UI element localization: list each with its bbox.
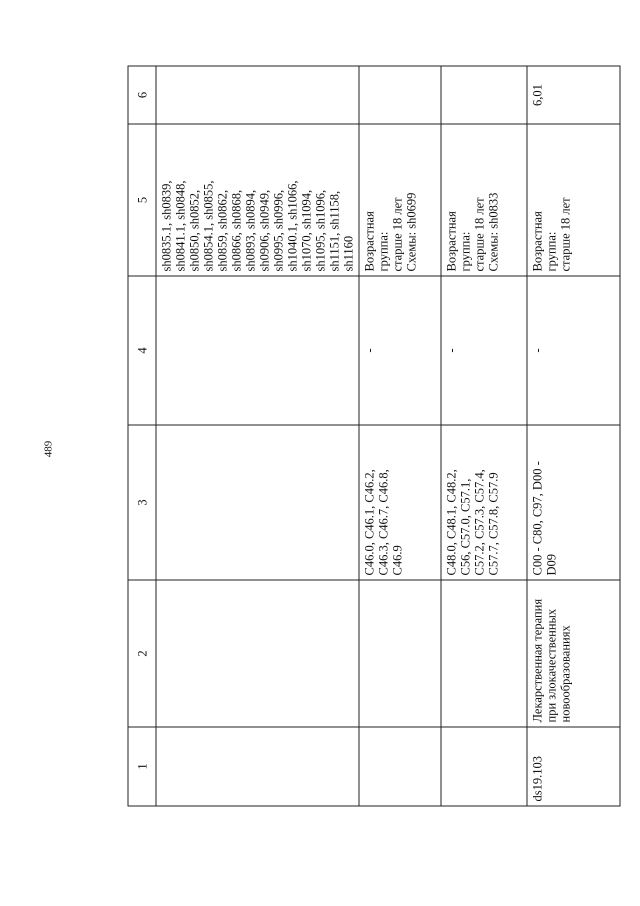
name-cell [156,580,359,727]
table-row [441,66,527,806]
header-cell: 6 [128,66,156,124]
rotated-table-container [128,66,573,806]
coef-cell: 6,01 [527,66,620,124]
name-cell: Лекарственная терапия при злокачественных новообразованиях [527,580,620,727]
code-cell [441,727,527,806]
code-cell [156,727,359,806]
table-row [156,66,359,806]
page-number: 489 [42,440,55,458]
header-cell: 3 [128,425,156,580]
code-cell: ds19.103 [527,727,620,806]
name-cell [441,580,527,727]
tariff-table [128,65,621,806]
col4-cell: - [359,276,441,425]
header-cell: 2 [128,580,156,727]
icd-cell: C00 - C80, C97, D00 - D09 [527,425,620,580]
criteria-cell: Возрастная группа: старше 18 лет Схемы: sh0699 [359,124,441,276]
criteria-cell: Возрастная группа: старше 18 лет Схемы: sh0833 [441,124,527,276]
coef-cell [359,66,441,124]
code-cell [359,727,441,806]
icd-cell [156,425,359,580]
coef-cell [156,66,359,124]
header-cell: 1 [128,727,156,806]
col4-cell: - [527,276,620,425]
icd-cell: C48.0, C48.1, C48.2, C56, C57.0, C57.1, C57.2, C57.3, C57.4, C57.7, C57.8, C57.9 [441,425,527,580]
icd-cell: C46.0, C46.1, C46.2, C46.3, C46.7, C46.8, C46.9 [359,425,441,580]
header-row [128,66,156,806]
criteria-cell: Возрастная группа: старше 18 лет [527,124,620,276]
coef-cell [441,66,527,124]
col4-cell [156,276,359,425]
col4-cell: - [441,276,527,425]
table-row [527,66,620,806]
criteria-cell: sh0835.1, sh0839, sh0841.1, sh0848, sh0850, sh0852, sh0854.1, sh0855, sh0859, sh0862, sh0866, sh0868, sh0893, sh0894, sh0906, sh0949, sh0995, sh0996, sh1040.1, sh1066, sh1070, sh1094, sh1095, sh1096, sh1151, sh1158, sh1160 [156,124,359,276]
table-row [359,66,441,806]
header-cell: 5 [128,124,156,276]
name-cell [359,580,441,727]
header-cell: 4 [128,276,156,425]
